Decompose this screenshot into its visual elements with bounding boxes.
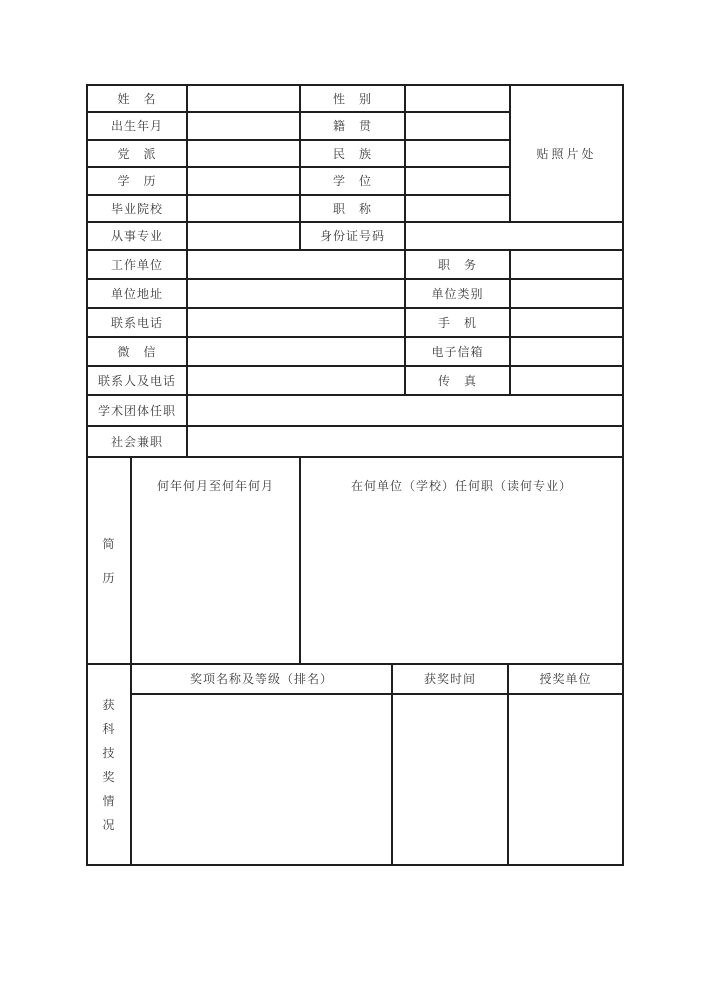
awards-label-char: 技	[102, 745, 116, 760]
work-unit-label: 工作单位	[87, 250, 187, 279]
contact-phone-input[interactable]	[187, 308, 405, 337]
unit-category-input[interactable]	[510, 279, 623, 308]
position-input[interactable]	[510, 250, 623, 279]
photo-area[interactable]: 贴照片处	[510, 85, 623, 222]
birth-date-input[interactable]	[187, 112, 300, 140]
resume-detail-column[interactable]	[300, 457, 623, 664]
gender-input[interactable]	[405, 85, 510, 112]
unit-category-label: 单位类别	[405, 279, 510, 308]
profession-input[interactable]	[187, 222, 300, 250]
email-input[interactable]	[510, 337, 623, 366]
party-label: 党 派	[87, 140, 187, 167]
birth-date-label: 出生年月	[87, 112, 187, 140]
professional-title-label: 职 称	[300, 195, 405, 222]
education-input[interactable]	[187, 167, 300, 195]
graduate-school-input[interactable]	[187, 195, 300, 222]
academic-society-posts-input[interactable]	[187, 395, 623, 426]
resume-label-char: 简	[102, 536, 116, 551]
unit-address-label: 单位地址	[87, 279, 187, 308]
contact-phone-label: 联系电话	[87, 308, 187, 337]
education-label: 学 历	[87, 167, 187, 195]
mobile-input[interactable]	[510, 308, 623, 337]
profession-label: 从事专业	[87, 222, 187, 250]
degree-input[interactable]	[405, 167, 510, 195]
ethnicity-input[interactable]	[405, 140, 510, 167]
award-time-cell[interactable]	[392, 694, 508, 865]
contact-person-input[interactable]	[187, 366, 405, 395]
award-unit-cell[interactable]	[508, 694, 623, 865]
position-label: 职 务	[405, 250, 510, 279]
email-label: 电子信箱	[405, 337, 510, 366]
fax-input[interactable]	[510, 366, 623, 395]
graduate-school-label: 毕业院校	[87, 195, 187, 222]
award-unit-header: 授奖单位	[508, 664, 623, 694]
unit-address-input[interactable]	[187, 279, 405, 308]
wechat-label: 微 信	[87, 337, 187, 366]
name-input[interactable]	[187, 85, 300, 112]
resume-period-column[interactable]	[131, 457, 300, 664]
party-input[interactable]	[187, 140, 300, 167]
awards-label-char: 获	[102, 697, 116, 712]
native-place-label: 籍 贯	[300, 112, 405, 140]
awards-label-char: 奖	[102, 769, 116, 784]
work-unit-input[interactable]	[187, 250, 405, 279]
resume-detail-header: 在何单位（学校）任何职（读何专业）	[350, 479, 572, 493]
social-posts-label: 社会兼职	[87, 426, 187, 457]
gender-label: 性 别	[300, 85, 405, 112]
award-name-header: 奖项名称及等级（排名）	[131, 664, 392, 694]
name-label: 姓 名	[87, 85, 187, 112]
native-place-input[interactable]	[405, 112, 510, 140]
awards-label-char: 科	[102, 721, 116, 736]
fax-label: 传 真	[405, 366, 510, 395]
id-number-label: 身份证号码	[300, 222, 405, 250]
ethnicity-label: 民 族	[300, 140, 405, 167]
id-number-input[interactable]	[405, 222, 623, 250]
wechat-input[interactable]	[187, 337, 405, 366]
awards-label-char: 况	[102, 817, 116, 832]
resume-period-header: 何年何月至何年何月	[156, 479, 274, 493]
professional-title-input[interactable]	[405, 195, 510, 222]
social-posts-input[interactable]	[187, 426, 623, 457]
award-time-header: 获奖时间	[392, 664, 508, 694]
awards-label-char: 情	[102, 793, 116, 808]
award-name-cell[interactable]	[131, 694, 392, 865]
awards-section-label	[87, 664, 131, 865]
contact-person-label: 联系人及电话	[87, 366, 187, 395]
mobile-label: 手 机	[405, 308, 510, 337]
degree-label: 学 位	[300, 167, 405, 195]
academic-society-posts-label: 学术团体任职	[87, 395, 187, 426]
resume-section-label	[87, 457, 131, 664]
resume-label-char: 历	[102, 570, 116, 585]
personnel-form-table	[87, 85, 623, 865]
